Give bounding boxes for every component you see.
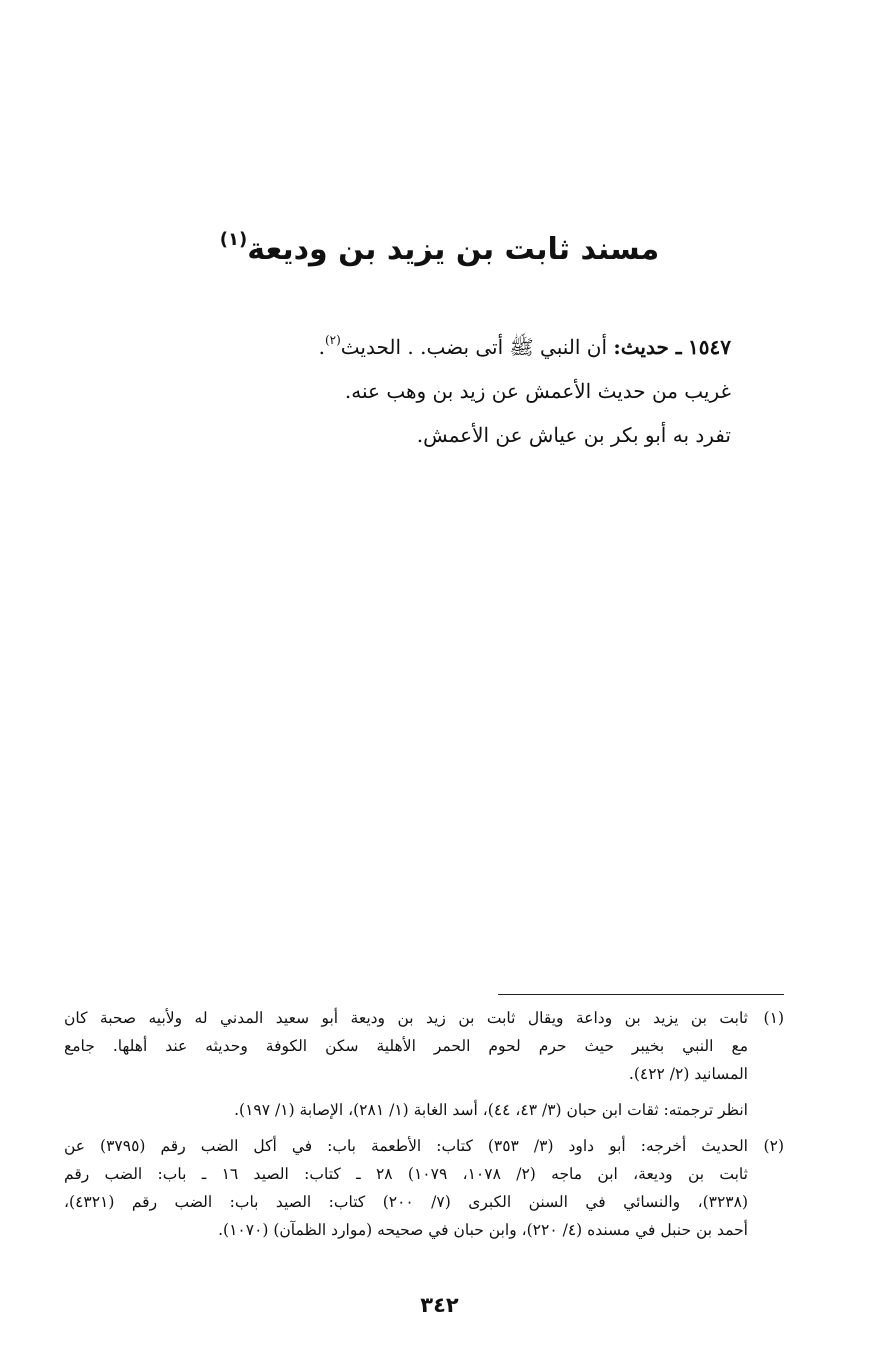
hadith-number: ١٥٤٧ [688,335,731,359]
footnote-2-mark: (٢) [763,1137,784,1155]
hadith-line [131,318,731,369]
footnote-1 [64,1004,784,1088]
footnote-1-see-also: انظر ترجمته: ثقات ابن حبان (٣/ ٤٣، ٤٤)، أسد الغابة (١/ ٢٨١)، الإصابة (١/ ١٩٧). [234,1101,748,1119]
footnote-separator [498,994,784,995]
footnote-1-line-1: ثابت بن يزيد بن وداعة ويقال ثابت بن زيد بن وديعة أبو سعيد المدني له ولأبيه صحبة كان [64,1009,748,1027]
footnotes [64,1004,784,1244]
section-heading [200,218,679,272]
footnote-1-body [64,1004,748,1088]
footnote-2-line-4: أحمد بن حنبل في مسنده (٤/ ٢٢٠)، وابن حبان في صحيحه (موارد الظمآن) (١٠٧٠). [218,1221,748,1239]
page-number: ٣٤٢ [420,1293,459,1317]
heading-footnote-ref: (١) [219,229,248,250]
hadith-footnote-ref: (٢) [324,333,341,347]
main-text [131,318,731,457]
footnote-2-line-2: ثابت بن وديعة، ابن ماجه (٢/ ١٠٧٨، ١٠٧٩) ٢٨ ـ كتاب: الصيد ١٦ ـ باب: الضب رقم [64,1165,748,1183]
hadith-text: أن النبي ﷺ أتى بضب. . الحديث [340,335,608,359]
footnote-1-line-3: المسانيد (٢/ ٤٢٢). [628,1065,748,1083]
heading-title: مسند ثابت بن يزيد بن وديعة [247,232,660,267]
footnote-1-line-2: مع النبي بخيبر حيث حرم لحوم الحمر الأهلية سكن الكوفة وحديثه عند أهلها. جامع [64,1037,748,1055]
footnote-2-line-1: الحديث أخرجه: أبو داود (٣/ ٣٥٣) كتاب: الأطعمة باب: في أكل الضب رقم (٣٧٩٥) عن [64,1137,748,1155]
text-line-2: غريب من حديث الأعمش عن زيد بن وهب عنه. [344,379,731,403]
footnote-2-body [64,1132,748,1244]
footnote-1-mark: (١) [763,1009,784,1027]
footnote-2 [64,1132,784,1244]
hadith-end: . [318,335,325,359]
text-line-3: تفرد به أبو بكر بن عياش عن الأعمش. [416,423,731,447]
hadith-label: ـ حديث: [613,335,682,359]
footnote-2-line-3: (٣٢٣٨)، والنسائي في السنن الكبرى (٧/ ٢٠٠) كتاب: الصيد باب: الضب رقم (٤٣٢١)، [64,1193,748,1211]
